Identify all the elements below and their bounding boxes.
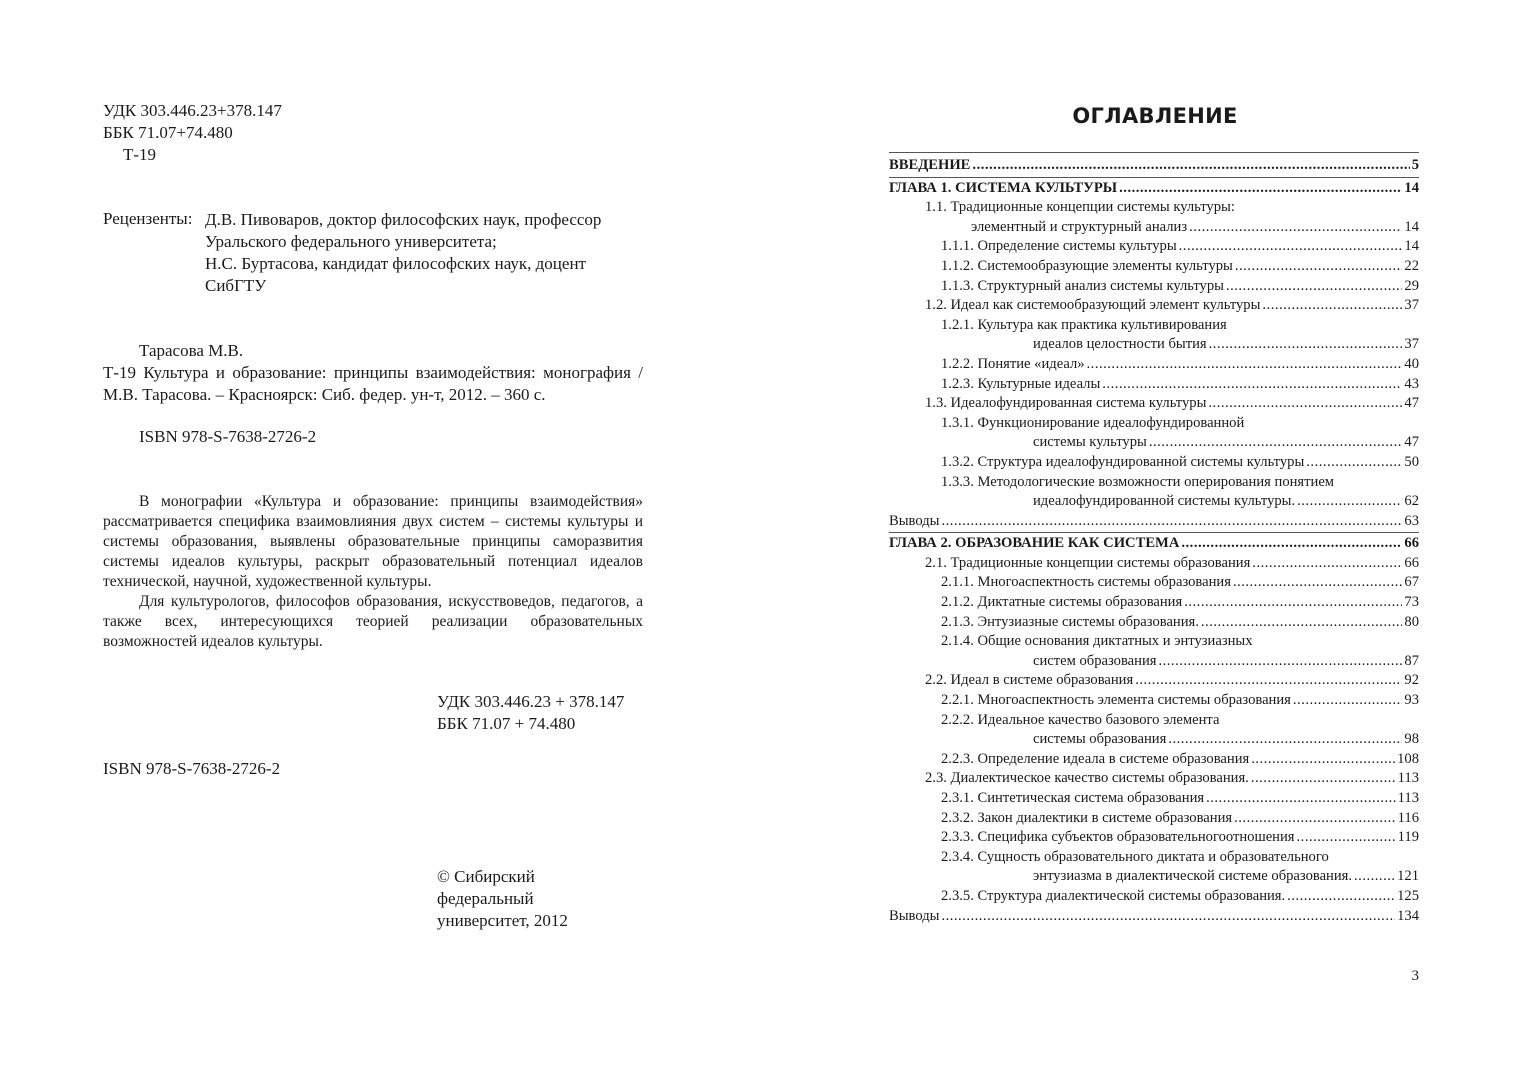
toc-page-number: 92 xyxy=(1404,672,1419,689)
toc-page-number: 22 xyxy=(1404,257,1419,274)
toc-entry[interactable] xyxy=(889,394,1419,414)
toc-entry[interactable] xyxy=(889,593,1419,613)
toc-leader-dots xyxy=(1354,867,1395,887)
toc-page-number: 63 xyxy=(1404,512,1419,529)
toc-leader-dots xyxy=(972,156,1409,176)
toc-page-number: 98 xyxy=(1404,731,1419,748)
toc-leader-dots xyxy=(1233,573,1402,593)
toc-entry[interactable] xyxy=(889,828,1419,848)
toc-leader-dots xyxy=(1102,375,1402,395)
toc-page-number: 14 xyxy=(1404,238,1419,255)
toc-entry-title: 2.3.5. Структура диалектической системы образования. xyxy=(941,887,1286,904)
bbk-code-bottom: ББК 71.07 + 74.480 xyxy=(437,714,576,733)
toc-leader-dots xyxy=(1206,789,1396,809)
spacer xyxy=(103,406,643,426)
toc-leader-dots xyxy=(1262,296,1402,316)
toc-page-number: 29 xyxy=(1404,277,1419,294)
toc-entry-title: Выводы xyxy=(889,907,940,924)
toc-entry[interactable] xyxy=(889,433,1419,453)
toc-page-number: 37 xyxy=(1404,297,1419,314)
toc-page-number: 108 xyxy=(1397,750,1419,767)
toc-entry-title: 2.2. Идеал в системе образования xyxy=(925,672,1134,689)
toc-entry[interactable] xyxy=(889,257,1419,277)
copyright-line-3: университет, 2012 xyxy=(437,911,568,930)
toc-entry[interactable] xyxy=(889,218,1419,238)
toc-entry-heading[interactable]: 1.3.1. Функционирование идеалофундированной xyxy=(941,414,1245,431)
annotation-paragraph-2: Для культурологов, философов образования, искусствоведов, педагогов, а также всех, интересующихся теорией реализации образовательных возможностей идеалов культуры. xyxy=(103,593,643,650)
classification-codes-top xyxy=(103,100,282,166)
toc-entry-heading[interactable]: 2.3.4. Сущность образовательного диктата и образовательного xyxy=(941,848,1329,865)
toc-entry-title: системы образования xyxy=(1033,731,1167,748)
toc-page-number: 125 xyxy=(1397,887,1419,904)
toc-leader-dots xyxy=(1201,613,1403,633)
table-of-contents xyxy=(889,156,1419,926)
toc-leader-dots xyxy=(1251,769,1396,789)
toc-entry-title: 2.1.2. Диктатные системы образования xyxy=(941,594,1183,611)
toc-page-number: 116 xyxy=(1397,809,1419,826)
toc-title: ОГЛАВЛЕНИЕ xyxy=(1072,104,1238,128)
bbk-code: ББК 71.07+74.480 xyxy=(103,123,233,142)
toc-leader-dots xyxy=(1234,809,1396,829)
toc-leader-dots xyxy=(1179,237,1403,257)
toc-leader-dots xyxy=(1209,335,1403,355)
toc-entry-title: систем образования xyxy=(1033,652,1157,669)
toc-leader-dots xyxy=(1287,887,1395,907)
toc-page-number: 14 xyxy=(1404,218,1419,235)
reviewers-label: Рецензенты: xyxy=(103,209,193,228)
toc-entry-heading[interactable]: 2.1.4. Общие основания диктатных и энтузиазных xyxy=(941,633,1253,650)
toc-entry[interactable] xyxy=(889,769,1419,789)
toc-page-number: 66 xyxy=(1404,554,1419,571)
toc-leader-dots xyxy=(1119,179,1402,199)
toc-leader-dots xyxy=(1184,593,1402,613)
toc-leader-dots xyxy=(1293,691,1403,711)
toc-entry[interactable] xyxy=(889,867,1419,887)
toc-entry[interactable] xyxy=(889,492,1419,512)
toc-entry-title: 2.2.1. Многоаспектность элемента системы образования xyxy=(941,692,1291,709)
reviewer-1-line1: Д.В. Пивоваров, доктор философских наук, профессор xyxy=(205,210,602,229)
toc-leader-dots xyxy=(1087,355,1403,375)
reviewers-list xyxy=(205,209,643,297)
reviewer-2 xyxy=(205,253,643,297)
toc-entry[interactable] xyxy=(889,652,1419,672)
annotation-paragraph-1: В монографии «Культура и образование: принципы взаимодействия» рассматривается специфика взаимовлияния двух систем – системы культуры и системы образования, выявлены образовательные принципы саморазвития системы идеалов культуры, раскрыт образовательный потенциал идеалов технической, научной, художественной культуры. xyxy=(103,493,643,590)
toc-leader-dots xyxy=(1158,652,1402,672)
toc-entry[interactable] xyxy=(889,789,1419,809)
toc-page-number: 73 xyxy=(1404,594,1419,611)
toc-leader-dots xyxy=(1149,433,1403,453)
toc-leader-dots xyxy=(1251,750,1395,770)
toc-entry[interactable] xyxy=(889,512,1419,532)
toc-entry-title: 1.1.3. Структурный анализ системы культуры xyxy=(941,277,1224,294)
toc-page-number: 62 xyxy=(1404,493,1419,510)
reviewer-1-line2: Уральского федерального университета; xyxy=(205,232,497,251)
toc-entry-heading[interactable]: 1.1. Традиционные концепции системы культуры: xyxy=(925,199,1235,216)
toc-leader-dots xyxy=(1297,492,1402,512)
toc-entry-title: 2.3.1. Синтетическая система образования xyxy=(941,790,1205,806)
copyright xyxy=(437,866,568,932)
toc-leader-dots xyxy=(941,907,1395,927)
toc-entry-title: 1.2.3. Культурные идеалы xyxy=(941,375,1101,392)
toc-entry[interactable] xyxy=(889,554,1419,574)
bibliographic-record xyxy=(103,340,643,448)
toc-leader-dots xyxy=(1306,453,1402,473)
toc-page-number: 80 xyxy=(1404,613,1419,630)
toc-entry[interactable] xyxy=(889,453,1419,473)
toc-entry-title: 2.1.1. Многоаспектность системы образования xyxy=(941,574,1231,591)
reviewer-2-line1: Н.С. Буртасова, кандидат философских наук, доцент xyxy=(205,254,586,273)
book-description: Т-19 Культура и образование: принципы взаимодействия: монография / М.В. Тарасова. – Красноярск: Сиб. федер. ун-т, 2012. – 360 с. xyxy=(103,363,643,404)
toc-entry-title: 1.2.2. Понятие «идеал» xyxy=(941,355,1085,372)
annotation xyxy=(103,492,643,652)
toc-entry-title: 1.1.1. Определение системы культуры xyxy=(941,238,1177,255)
toc-leader-dots xyxy=(1181,534,1402,554)
toc-entry-title: идеалов целостности бытия xyxy=(1033,336,1207,353)
toc-entry-title: 1.3.2. Структура идеалофундированной системы культуры xyxy=(941,453,1305,470)
toc-page-number: 47 xyxy=(1404,395,1419,412)
toc-entry[interactable] xyxy=(889,691,1419,711)
toc-entry-heading[interactable]: 2.2.2. Идеальное качество базового элемента xyxy=(941,711,1220,728)
classification-codes-bottom xyxy=(437,691,624,735)
author-name: Тарасова М.В. xyxy=(139,341,244,360)
toc-entry[interactable] xyxy=(889,750,1419,770)
toc-page-number: 37 xyxy=(1404,336,1419,353)
toc-page-number: 87 xyxy=(1404,652,1419,669)
toc-entry-title: 2.2.3. Определение идеала в системе образования xyxy=(941,750,1250,767)
chapter-divider xyxy=(889,177,1419,178)
toc-entry[interactable] xyxy=(889,237,1419,257)
isbn-indented: ISBN 978-S-7638-2726-2 xyxy=(139,427,317,446)
toc-entry-title: 2.3. Диалектическое качество системы образования. xyxy=(925,770,1249,787)
toc-entry-title: системы культуры xyxy=(1033,434,1147,451)
toc-leader-dots xyxy=(941,512,1402,532)
toc-page-number: 121 xyxy=(1397,868,1419,885)
toc-entry-title: энтузиазма в диалектической системе образования. xyxy=(1033,868,1353,885)
toc-entry[interactable] xyxy=(889,907,1419,927)
toc-entry-title: элементный и структурный анализ xyxy=(971,218,1188,235)
toc-leader-dots xyxy=(1189,218,1402,238)
udk-code-bottom: УДК 303.446.23 + 378.147 xyxy=(437,692,625,711)
toc-page-number: 43 xyxy=(1404,375,1419,392)
toc-entry-title: 1.3. Идеалофундированная система культуры xyxy=(925,395,1207,412)
toc-entry[interactable] xyxy=(889,573,1419,593)
toc-page-number: 50 xyxy=(1404,453,1419,470)
toc-page-number: 113 xyxy=(1397,790,1419,806)
copyright-line-2: федеральный xyxy=(437,889,534,908)
toc-page-number: 119 xyxy=(1397,829,1419,846)
copyright-line-1: © Сибирский xyxy=(437,867,535,886)
toc-leader-dots xyxy=(1168,730,1402,750)
toc-entry-title: Выводы xyxy=(889,512,940,529)
toc-leader-dots xyxy=(1252,554,1402,574)
toc-page-number: 5 xyxy=(1411,157,1419,173)
toc-entry[interactable] xyxy=(889,375,1419,395)
toc-entry[interactable] xyxy=(889,156,1419,176)
toc-entry[interactable] xyxy=(889,730,1419,750)
reviewer-1 xyxy=(205,209,643,253)
toc-entry[interactable] xyxy=(889,277,1419,297)
toc-entry[interactable] xyxy=(889,613,1419,633)
toc-entry[interactable] xyxy=(889,179,1419,199)
toc-entry-title: идеалофундированной системы культуры. xyxy=(1033,493,1296,510)
toc-leader-dots xyxy=(1235,257,1403,277)
isbn-bottom: ISBN 978-S-7638-2726-2 xyxy=(103,759,281,778)
chapter-divider xyxy=(889,532,1419,533)
toc-entry[interactable] xyxy=(889,296,1419,316)
toc-entry[interactable] xyxy=(889,335,1419,355)
udk-code: УДК 303.446.23+378.147 xyxy=(103,101,282,120)
toc-entry-heading[interactable]: 1.2.1. Культура как практика культивирования xyxy=(941,316,1227,333)
toc-leader-dots xyxy=(1135,671,1402,691)
toc-entry[interactable] xyxy=(889,809,1419,829)
toc-page-number: 67 xyxy=(1404,574,1419,591)
toc-entry-title: ВВЕДЕНИЕ xyxy=(889,157,971,173)
toc-page-number: 47 xyxy=(1404,434,1419,451)
toc-page-number: 40 xyxy=(1404,355,1419,372)
toc-page-number: 14 xyxy=(1404,179,1419,196)
toc-entry-title: ГЛАВА 1. СИСТЕМА КУЛЬТУРЫ xyxy=(889,179,1118,196)
toc-entry-title: 2.1. Традиционные концепции системы образования xyxy=(925,554,1251,571)
toc-leader-dots xyxy=(1226,277,1402,297)
toc-top-rule xyxy=(889,152,1419,153)
toc-entry-title: ГЛАВА 2. ОБРАЗОВАНИЕ КАК СИСТЕМА xyxy=(889,535,1180,552)
toc-entry-title: 2.1.3. Энтузиазные системы образования. xyxy=(941,613,1199,630)
toc-entry-heading[interactable]: 1.3.3. Методологические возможности оперирования понятием xyxy=(941,473,1335,490)
page-number: 3 xyxy=(1411,968,1419,984)
toc-leader-dots xyxy=(1208,394,1402,414)
toc-entry-title: 1.2. Идеал как системообразующий элемент культуры xyxy=(925,297,1261,314)
toc-page-number: 113 xyxy=(1397,770,1419,787)
toc-entry-title: 1.1.2. Системообразующие элементы культуры xyxy=(941,257,1233,274)
toc-entry-title: 2.3.3. Специфика субъектов образовательногоотношения xyxy=(941,829,1295,846)
toc-entry[interactable] xyxy=(889,534,1419,554)
toc-page-number: 134 xyxy=(1397,907,1419,924)
toc-entry[interactable] xyxy=(889,671,1419,691)
toc-page-number: 93 xyxy=(1404,692,1419,709)
toc-entry[interactable] xyxy=(889,887,1419,907)
toc-page-number: 66 xyxy=(1404,535,1419,552)
author-mark: Т-19 xyxy=(123,145,157,164)
toc-entry[interactable] xyxy=(889,355,1419,375)
reviewer-2-line2: СибГТУ xyxy=(205,276,267,295)
toc-entry-title: 2.3.2. Закон диалектики в системе образования xyxy=(941,809,1233,826)
toc-leader-dots xyxy=(1297,828,1396,848)
